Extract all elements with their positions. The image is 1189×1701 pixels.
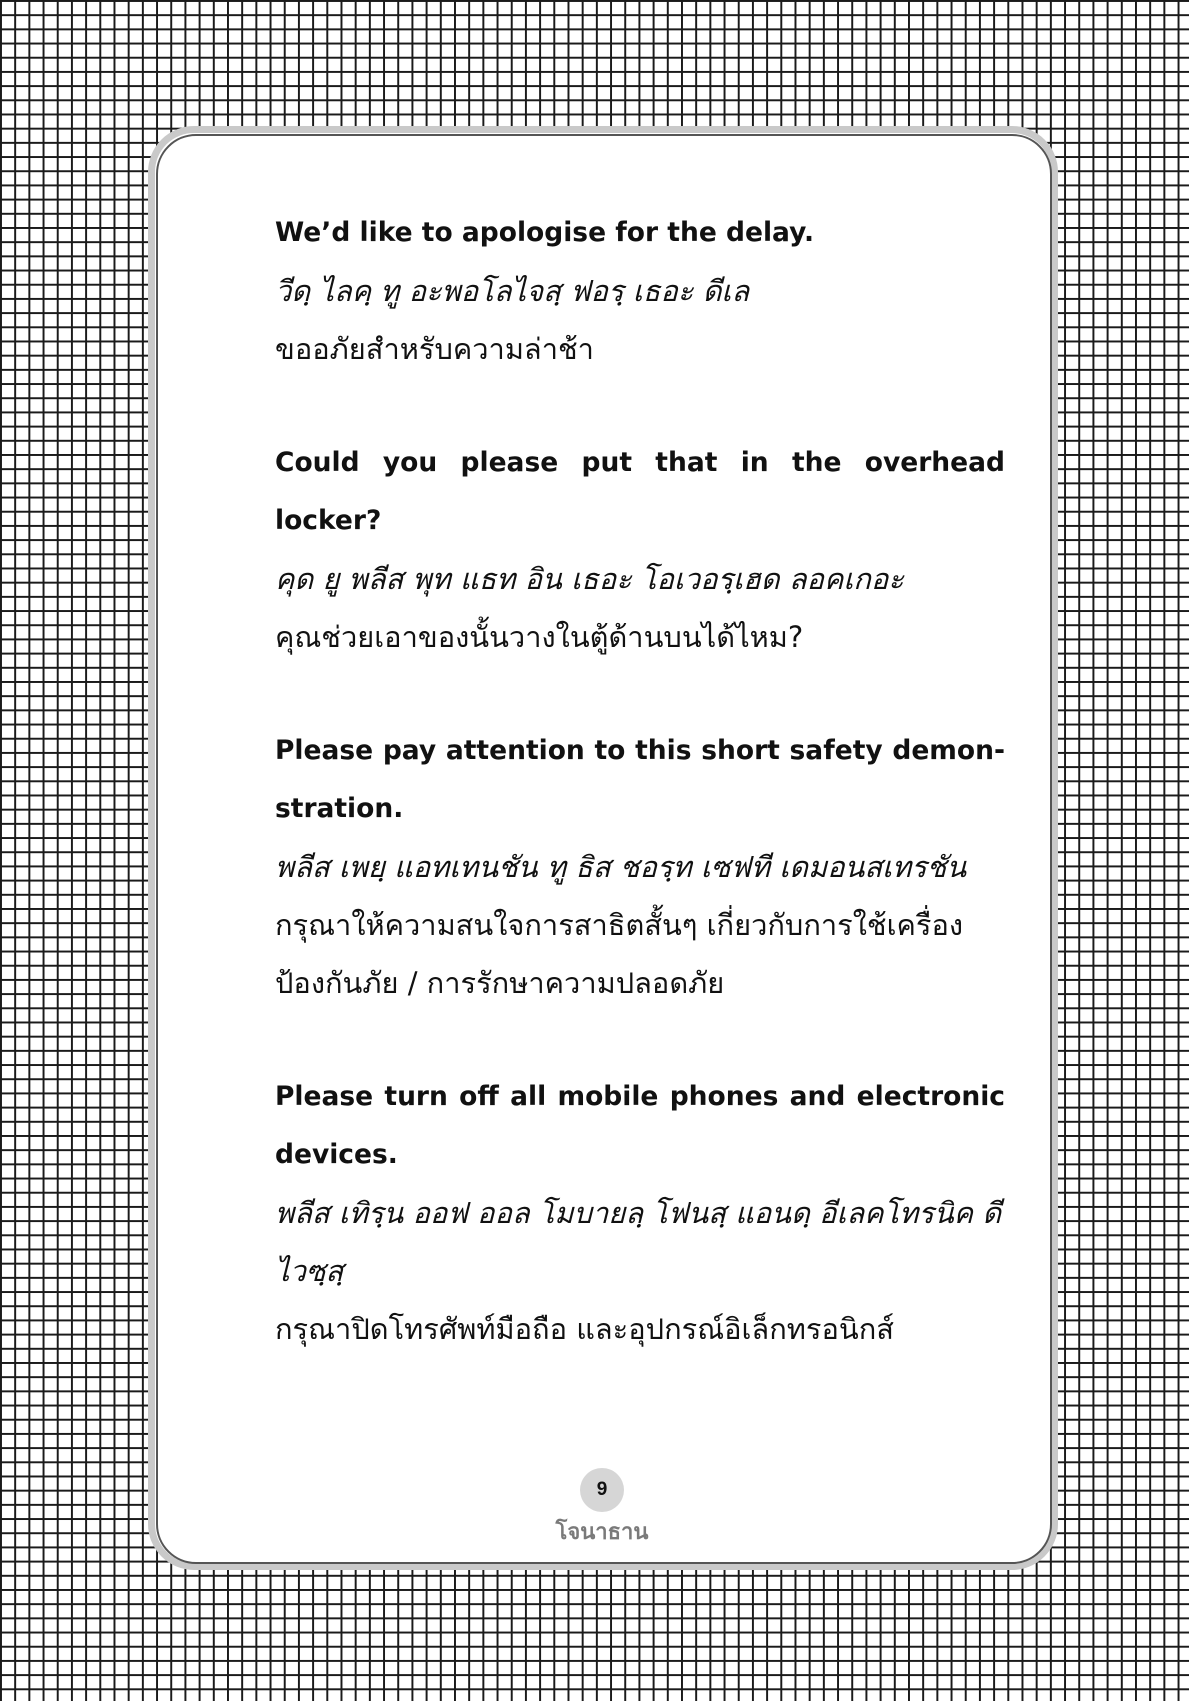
page-number-badge: 9 bbox=[580, 1468, 624, 1512]
phrase-list bbox=[275, 204, 1005, 1414]
transliteration: พลีส เทิรฺน ออฟ ออล โมบายลฺ โฟนสฺ แอนดฺ อีเลคโทรนิค ดีไวซฺสฺ bbox=[275, 1196, 1002, 1288]
footer-author-label: โจนาธาน bbox=[555, 1520, 649, 1545]
english-phrase: Could you please put that in the overhead locker? bbox=[275, 447, 1005, 536]
phrase-block-safety-demonstration bbox=[275, 722, 1005, 1012]
phrase-block-mobile-phones bbox=[275, 1068, 1005, 1358]
phrase-block-apologise-delay bbox=[275, 204, 1005, 378]
thai-translation: กรุณาปิดโทรศัพท์มือถือ และอุปกรณ์อิเล็กทรอนิกส์ bbox=[275, 1312, 894, 1346]
thai-translation: กรุณาให้ความสนใจการสาธิตสั้นๆ เกี่ยวกับการใช้เครื่องป้องกันภัย / การรักษาความปลอดภัย bbox=[275, 908, 964, 1000]
english-phrase: Please turn off all mobile phones and electronic devices. bbox=[275, 1081, 1005, 1170]
english-phrase: We’d like to apologise for the delay. bbox=[275, 217, 815, 248]
thai-translation: ขออภัยสำหรับความล่าช้า bbox=[275, 332, 594, 366]
thai-translation: คุณช่วยเอาของนั้นวางในตู้ด้านบนได้ไหม? bbox=[275, 620, 804, 654]
phrase-block-overhead-locker bbox=[275, 434, 1005, 666]
english-phrase: Please pay attention to this short safety demon- stration. bbox=[275, 735, 1005, 824]
transliteration: คุด ยู พลีส พุท แธท อิน เธอะ โอเวอรฺเฮด ลอคเกอะ bbox=[275, 562, 904, 596]
transliteration: พลีส เพยฺ แอทเทนชัน ทู ธิส ชอรฺท เซฟที เดมอนสเทรชัน bbox=[275, 850, 967, 884]
transliteration: วีดฺ ไลคฺ ทู อะพอโลไจสฺ ฟอรฺ เธอะ ดีเล bbox=[275, 274, 750, 308]
